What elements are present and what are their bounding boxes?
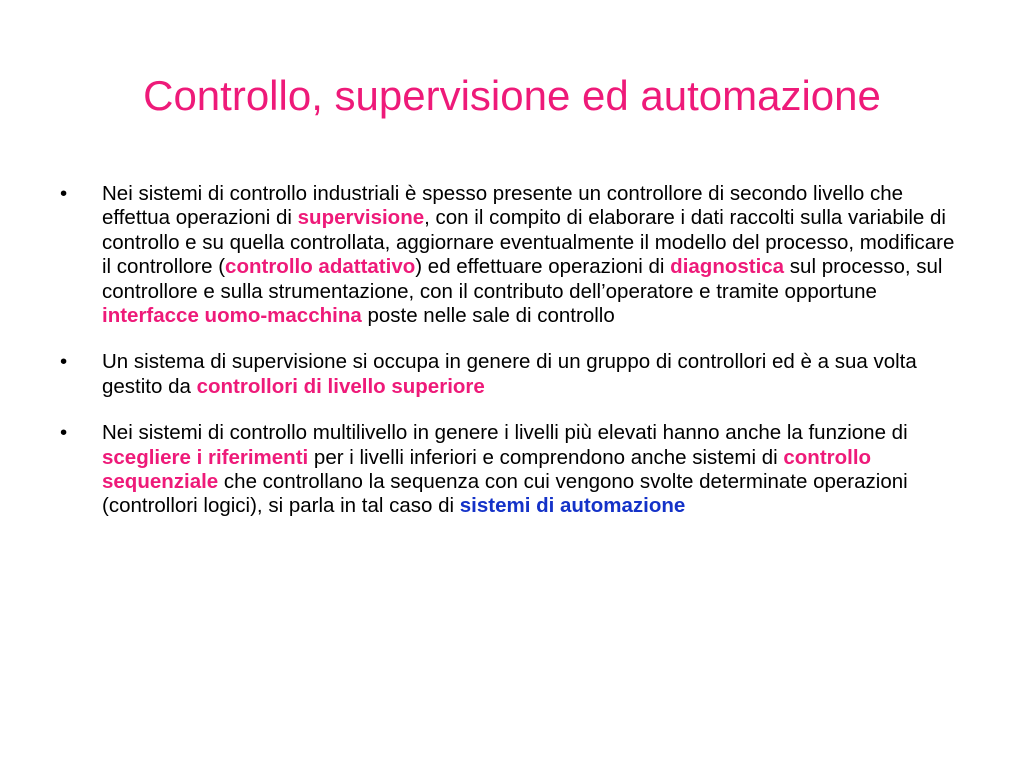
- bullet-item-sistema-supervisione: [60, 350, 960, 399]
- highlight-sistemi-automazione: sistemi di automazione: [459, 494, 686, 518]
- bullet-text: [102, 421, 908, 517]
- text-segment: Un sistema di supervisione si occupa in genere di un gruppo di controllori ed è a sua volta gestito da: [102, 350, 917, 398]
- highlight-controllo-sequenziale: controllo sequenziale: [102, 445, 872, 494]
- highlight-controllo-adattativo: controllo adattativo: [225, 255, 416, 279]
- bullet-item-supervisione: [60, 182, 960, 328]
- bullet-icon: •: [60, 350, 68, 374]
- highlight-interfacce-uomo-macchina: interfacce uomo-macchina: [102, 304, 362, 328]
- text-segment: che controllano la sequenza con cui vengono svolte determinate operazioni (controllori logici), si parla in tal caso di: [102, 470, 908, 518]
- highlight-controllori-livello-superiore: controllori di livello superiore: [196, 374, 485, 398]
- text-segment: sul processo, sul controllore e sulla strumentazione, con il contributo dell’operatore e tramite opportune: [102, 255, 943, 303]
- highlight-scegliere-riferimenti: scegliere i riferimenti: [102, 445, 309, 469]
- text-segment: poste nelle sale di controllo: [361, 304, 615, 328]
- bullet-list: [60, 182, 960, 541]
- slide-title: Controllo, supervisione ed automazione: [143, 72, 881, 119]
- text-segment: , con il compito di elaborare i dati raccolti sulla variabile di controllo e su quella controllata, aggiornare eventualmente il modello del processo, modificare il controllore (: [102, 206, 955, 279]
- text-segment: Nei sistemi di controllo multilivello in genere i livelli più elevati hanno anche la funzione di: [102, 421, 908, 445]
- highlight-supervisione: supervisione: [297, 206, 425, 230]
- bullet-item-multilivello: [60, 421, 960, 519]
- bullet-icon: •: [60, 421, 68, 445]
- text-segment: per i livelli inferiori e comprendono anche sistemi di: [308, 445, 784, 469]
- highlight-diagnostica: diagnostica: [670, 255, 785, 279]
- bullet-text: [102, 182, 954, 327]
- text-segment: Nei sistemi di controllo industriali è spesso presente un controllore di secondo livello che effettua operazioni di: [102, 182, 904, 230]
- text-segment: ) ed effettuare operazioni di: [415, 255, 671, 279]
- bullet-text: [102, 350, 917, 397]
- bullet-icon: •: [60, 182, 68, 205]
